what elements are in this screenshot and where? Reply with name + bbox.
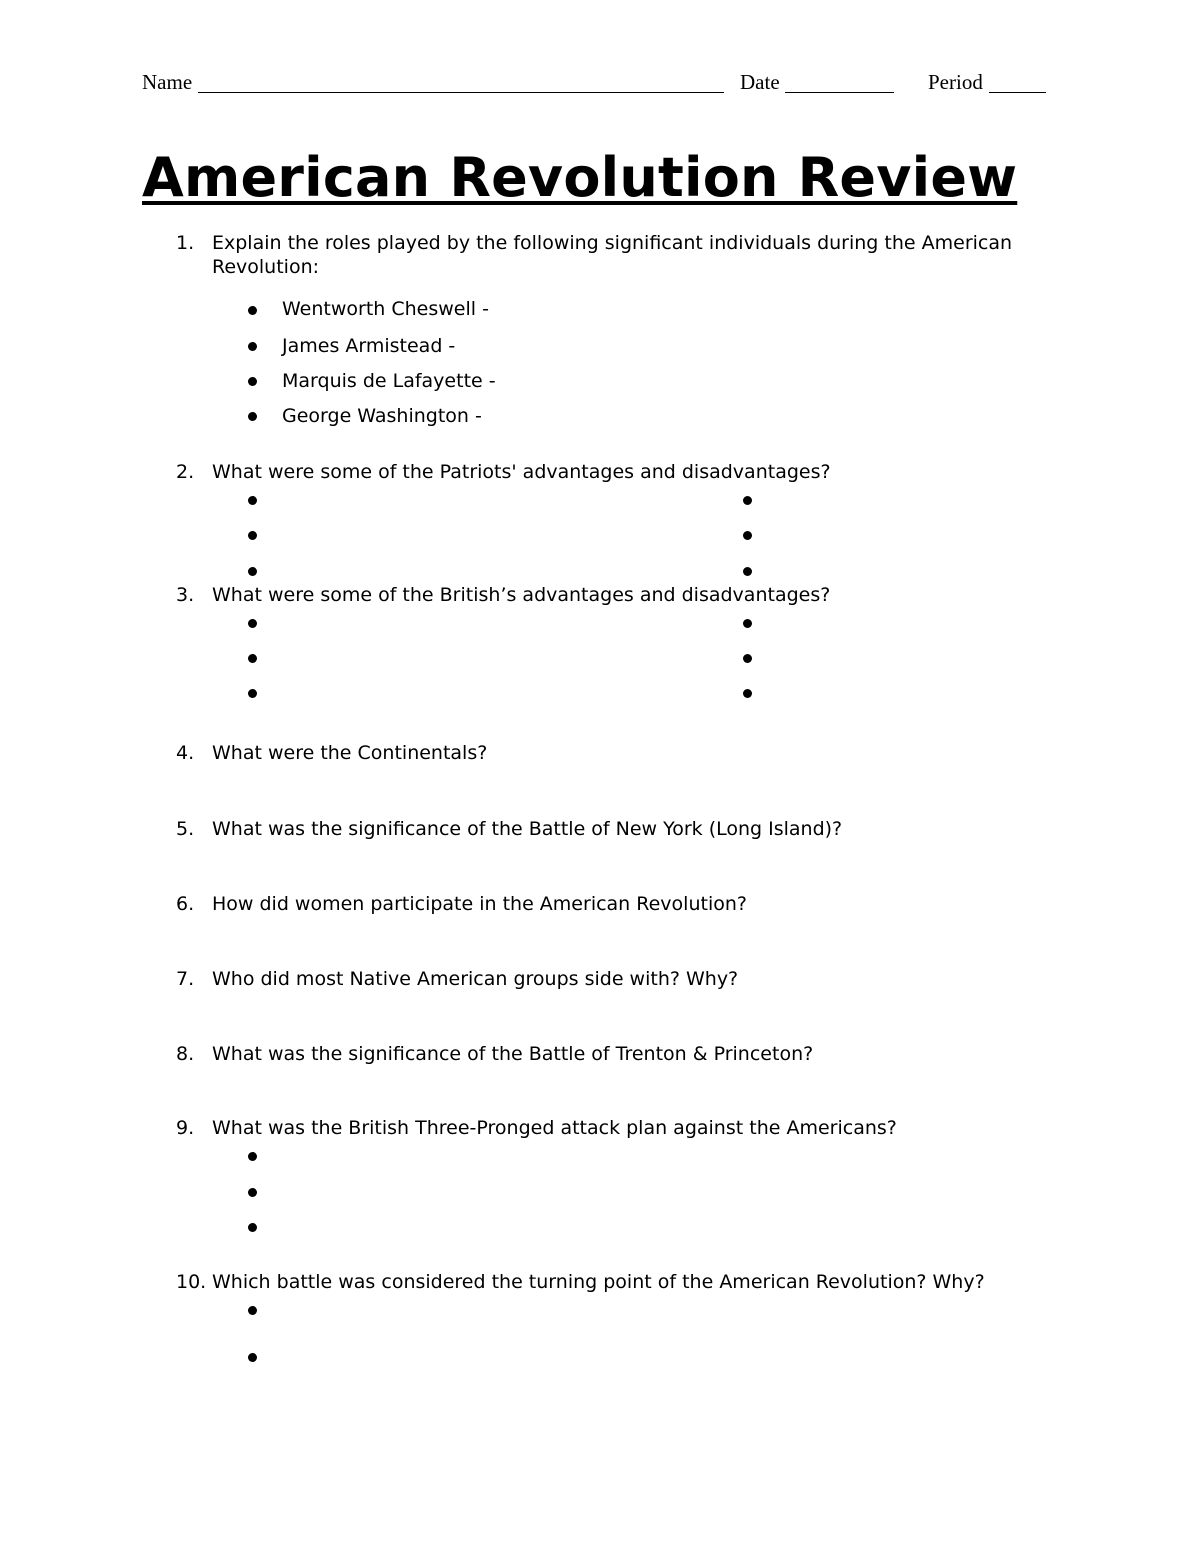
bullet-icon bbox=[743, 496, 752, 505]
question-number: 6. bbox=[176, 893, 195, 915]
question-number: 1. bbox=[176, 232, 195, 254]
bullet-icon bbox=[248, 412, 257, 421]
bullet-icon bbox=[743, 689, 752, 698]
name-field-line[interactable] bbox=[198, 92, 724, 93]
question-text: What were some of the Patriots' advantages and disadvantages? bbox=[212, 461, 831, 483]
bullet-icon bbox=[743, 619, 752, 628]
date-field-line[interactable] bbox=[785, 92, 894, 93]
period-label: Period bbox=[928, 70, 983, 94]
individual-item: Marquis de Lafayette - bbox=[282, 370, 496, 392]
bullet-icon bbox=[248, 531, 257, 540]
question-number: 8. bbox=[176, 1043, 195, 1065]
question-number: 10. bbox=[176, 1271, 207, 1293]
question-text: What was the significance of the Battle of Trenton & Princeton? bbox=[212, 1043, 814, 1065]
bullet-icon bbox=[248, 1353, 257, 1362]
question-text: Explain the roles played by the following significant individuals during the American Revolution: bbox=[212, 232, 1013, 278]
bullet-icon bbox=[248, 654, 257, 663]
date-label: Date bbox=[740, 70, 780, 94]
bullet-icon bbox=[248, 619, 257, 628]
question-text: Who did most Native American groups side with? Why? bbox=[212, 968, 739, 990]
question-number: 4. bbox=[176, 742, 195, 764]
question-number: 9. bbox=[176, 1117, 195, 1139]
bullet-icon bbox=[743, 567, 752, 576]
name-label: Name bbox=[142, 70, 193, 94]
bullet-icon bbox=[248, 306, 257, 315]
question-number: 5. bbox=[176, 818, 195, 840]
page-title: American Revolution Review bbox=[142, 146, 1018, 209]
bullet-icon bbox=[743, 654, 752, 663]
bullet-icon bbox=[743, 531, 752, 540]
question-text: What was the significance of the Battle of New York (Long Island)? bbox=[212, 818, 843, 840]
bullet-icon bbox=[248, 689, 257, 698]
bullet-icon bbox=[248, 1306, 257, 1315]
bullet-icon bbox=[248, 1188, 257, 1197]
bullet-icon bbox=[248, 567, 257, 576]
question-text: What were the Continentals? bbox=[212, 742, 488, 764]
period-field-line[interactable] bbox=[989, 92, 1046, 93]
question-text: How did women participate in the American Revolution? bbox=[212, 893, 747, 915]
question-number: 3. bbox=[176, 584, 195, 606]
bullet-icon bbox=[248, 1223, 257, 1232]
question-number: 7. bbox=[176, 968, 195, 990]
question-number: 2. bbox=[176, 461, 195, 483]
bullet-icon bbox=[248, 377, 257, 386]
question-text: Which battle was considered the turning point of the American Revolution? Why? bbox=[212, 1271, 985, 1293]
bullet-icon bbox=[248, 1152, 257, 1161]
bullet-icon bbox=[248, 342, 257, 351]
individual-item: James Armistead - bbox=[282, 335, 456, 357]
question-text: What was the British Three-Pronged attack plan against the Americans? bbox=[212, 1117, 897, 1139]
individual-item: Wentworth Cheswell - bbox=[282, 298, 489, 320]
individual-item: George Washington - bbox=[282, 405, 482, 427]
question-text: What were some of the British’s advantages and disadvantages? bbox=[212, 584, 831, 606]
bullet-icon bbox=[248, 496, 257, 505]
